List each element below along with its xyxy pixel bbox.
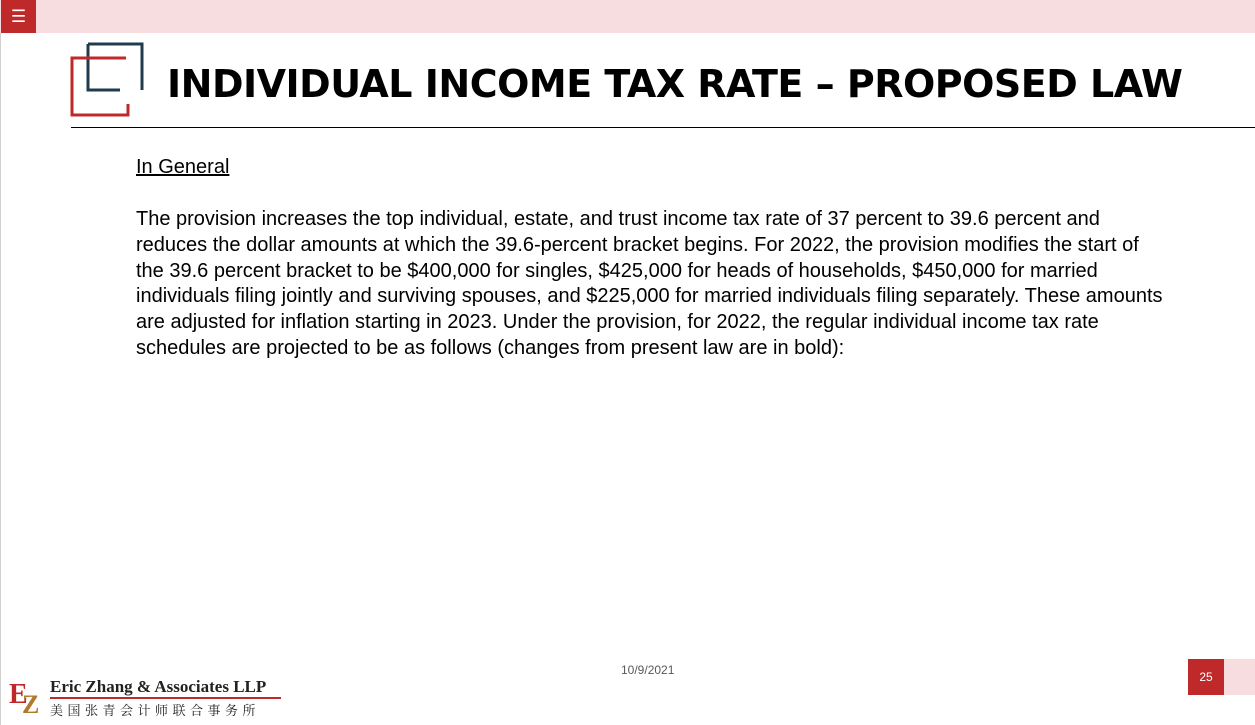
firm-name: Eric Zhang & Associates LLP <box>50 677 267 696</box>
firm-name-chinese: 美国张青会计师联合事务所 <box>50 704 261 719</box>
top-bar <box>0 0 1255 33</box>
svg-text:Z: Z <box>22 690 40 717</box>
page-number: 25 <box>1188 659 1224 695</box>
hamburger-menu-icon: ☰ <box>10 6 27 27</box>
body-paragraph: The provision increases the top individual, estate, and trust income tax rate of 37 percent to 39.6 percent and reduces the dollar amounts at which the 39.6-percent bracket begins. For 2022, the provision modifies the start of the 39.6 percent bracket to be $400,000 for singles, $425,000 for heads of households, $450,000 for married individuals filing jointly and surviving spouses, and $225,000 for married individuals filing separately. These amounts are adjusted for inflation starting in 2023. Under the provision, for 2022, the regular individual income tax rate schedules are projected to be as follows (changes from present law are in bold): <box>136 208 1163 359</box>
slide-title: INDIVIDUAL INCOME TAX RATE – PROPOSED LAW <box>167 62 1183 106</box>
left-border <box>0 33 1 725</box>
slide-date: 10/9/2021 <box>621 663 675 677</box>
section-subheading: In General <box>136 156 230 178</box>
firm-name-underline <box>50 697 281 699</box>
page-number-tab <box>1222 659 1255 695</box>
svg-text:E: E <box>9 679 28 710</box>
title-divider <box>71 127 1255 128</box>
ez-firm-logo-icon <box>8 677 48 717</box>
title-bracket-logo-icon <box>70 42 144 118</box>
menu-button[interactable] <box>1 0 36 33</box>
